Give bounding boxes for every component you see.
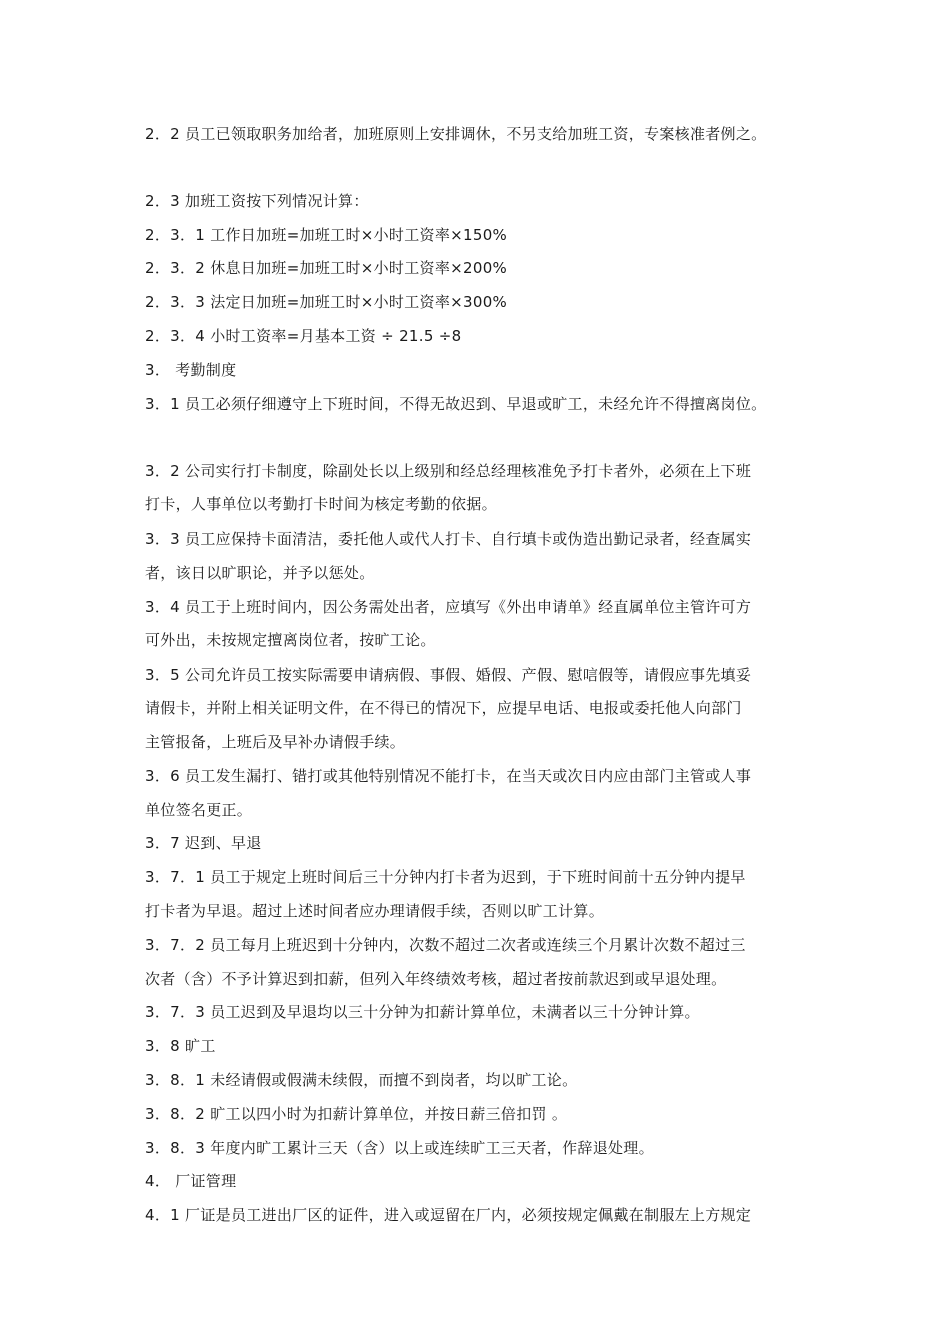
subsection-heading: 3．8 旷工 <box>145 1037 216 1055</box>
text-line: 次者（含）不予计算迟到扣薪，但列入年终绩效考核，超过者按前款迟到或早退处理。 <box>145 970 727 988</box>
text-line: 主管报备，上班后及早补办请假手续。 <box>145 733 406 751</box>
text-line: 2．3．4 小时工资率=月基本工资 ÷ 21.5 ÷8 <box>145 327 462 345</box>
subsection-heading: 3．7 迟到、早退 <box>145 834 262 852</box>
text-line: 2．3．3 法定日加班=加班工时×小时工资率×300% <box>145 293 508 311</box>
section-heading: 4． 厂证管理 <box>145 1172 237 1190</box>
text-line: 3．3 员工应保持卡面清洁，委托他人或代人打卡、自行填卡或伪造出勤记录者，经查属实 <box>145 530 752 548</box>
text-line: 3．7．1 员工于规定上班时间后三十分钟内打卡者为迟到，于下班时间前十五分钟内提早 <box>145 868 746 886</box>
text-line: 2．3．1 工作日加班=加班工时×小时工资率×150% <box>145 226 508 244</box>
text-line: 3．4 员工于上班时间内，因公务需处出者，应填写《外出申请单》经直属单位主管许可方 <box>145 598 752 616</box>
text-line: 2．3 加班工资按下列情况计算： <box>145 192 369 210</box>
text-line: 2．2 员工已领取职务加给者，加班原则上安排调休，不另支给加班工资，专案核准者例之。 <box>145 125 767 143</box>
section-heading: 3． 考勤制度 <box>145 361 237 379</box>
text-line: 3．7．3 员工迟到及早退均以三十分钟为扣薪计算单位，未满者以三十分钟计算。 <box>145 1003 700 1021</box>
text-line: 可外出，未按规定擅离岗位者，按旷工论。 <box>145 631 436 649</box>
text-line: 3．2 公司实行打卡制度，除副处长以上级别和经总经理核准免予打卡者外，必须在上下班 <box>145 462 752 480</box>
text-line: 者，该日以旷职论，并予以惩处。 <box>145 564 375 582</box>
text-line: 3．8．1 未经请假或假满未续假，而擅不到岗者，均以旷工论。 <box>145 1071 578 1089</box>
text-line: 打卡，人事单位以考勤打卡时间为核定考勤的依据。 <box>145 495 497 513</box>
text-line: 3．6 员工发生漏打、错打或其他特别情况不能打卡，在当天或次日内应由部门主管或人事 <box>145 767 752 785</box>
text-line: 3．8．3 年度内旷工累计三天（含）以上或连续旷工三天者，作辞退处理。 <box>145 1139 654 1157</box>
text-line: 3．5 公司允许员工按实际需要申请病假、事假、婚假、产假、慰唁假等，请假应事先填妥 <box>145 666 752 684</box>
text-line: 请假卡，并附上相关证明文件，在不得已的情况下，应提早电话、电报或委托他人向部门 <box>145 699 742 717</box>
text-line: 单位签名更正。 <box>145 801 253 819</box>
text-line: 3．1 员工必须仔细遵守上下班时间，不得无故迟到、早退或旷工，未经允许不得擅离岗位。 <box>145 395 767 413</box>
text-line: 3．8．2 旷工以四小时为扣薪计算单位，并按日薪三倍扣罚 。 <box>145 1105 568 1123</box>
text-line: 3．7．2 员工每月上班迟到十分钟内，次数不超过二次者或连续三个月累计次数不超过三 <box>145 936 746 954</box>
text-line: 4．1 厂证是员工进出厂区的证件，进入或逗留在厂内，必须按规定佩戴在制服左上方规定 <box>145 1206 752 1224</box>
text-line: 2．3．2 休息日加班=加班工时×小时工资率×200% <box>145 259 508 277</box>
text-line: 打卡者为早退。超过上述时间者应办理请假手续，否则以旷工计算。 <box>145 902 605 920</box>
